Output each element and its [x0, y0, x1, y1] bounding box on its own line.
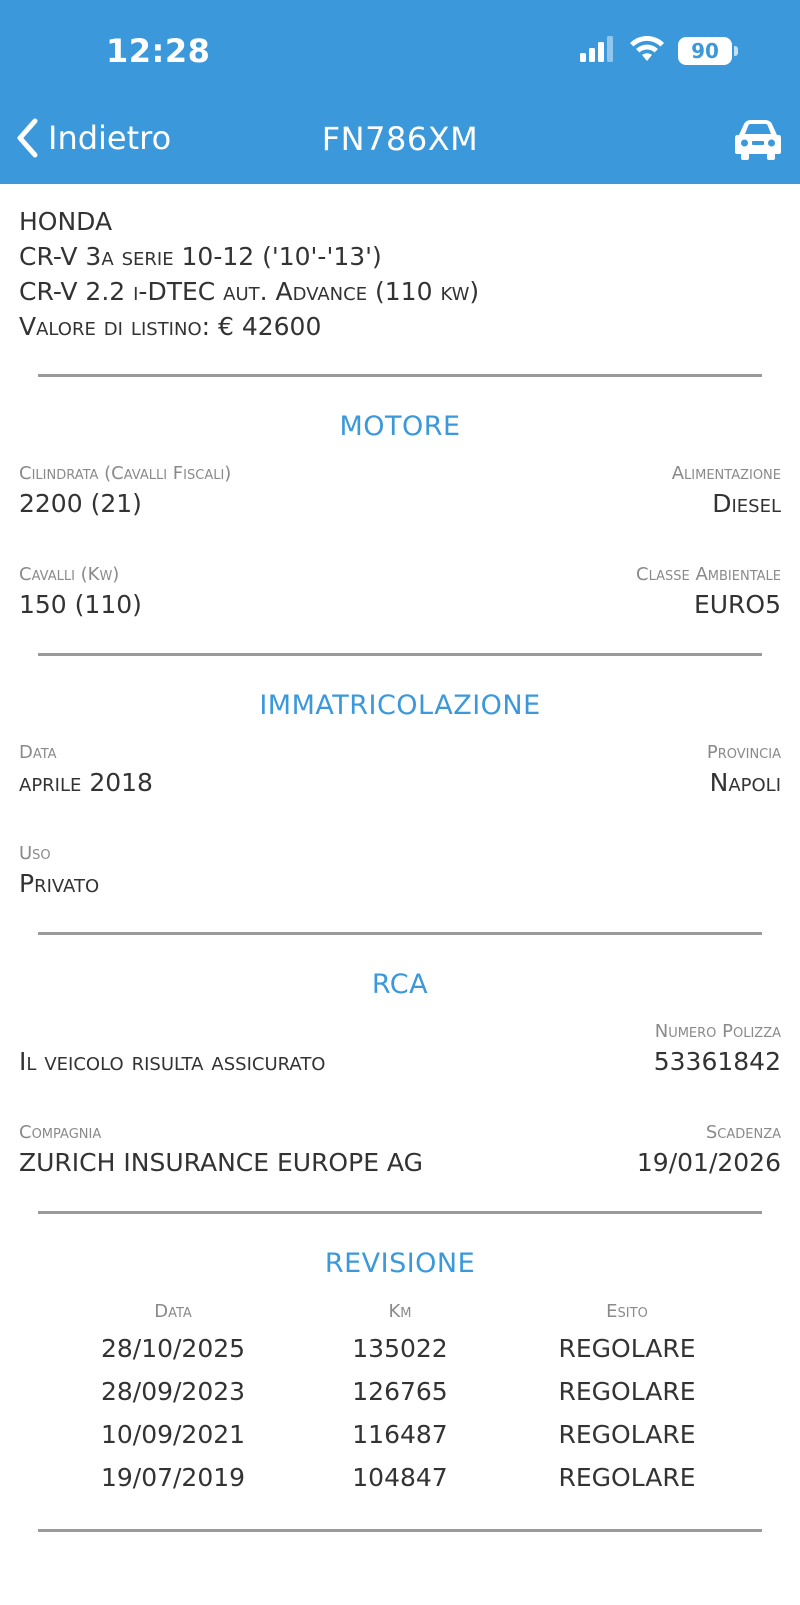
rca-row-1 [0, 1020, 800, 1080]
revisione-cell-data: 19/07/2019 [100, 1463, 246, 1492]
rca-status-field [19, 1044, 325, 1080]
revisione-cell-esito: REGOLARE [558, 1334, 696, 1363]
immatricolazione-row-2 [0, 842, 800, 902]
back-label: Indietro [48, 119, 172, 157]
wifi-icon [630, 36, 664, 66]
revisione-cell-km: 126765 [352, 1377, 448, 1406]
scadenza-value: 19/01/2026 [636, 1148, 781, 1177]
compagnia-value: ZURICH INSURANCE EUROPE AG [19, 1148, 423, 1177]
vehicle-list-price: Valore di listino: € 42600 [19, 312, 322, 341]
alimentazione-value: Diesel [712, 489, 781, 518]
revisione-cell-data: 28/10/2025 [100, 1334, 246, 1363]
divider [38, 1529, 762, 1532]
battery-icon [678, 37, 732, 65]
compagnia-field [19, 1121, 423, 1181]
divider [38, 653, 762, 656]
revisione-cell-km: 116487 [352, 1420, 448, 1449]
cilindrata-label: Cilindrata (Cavalli Fiscali) [19, 463, 232, 484]
page-title: FN786XM [321, 120, 479, 158]
classe-ambientale-value: EURO5 [693, 590, 781, 619]
scadenza-field [637, 1121, 781, 1181]
uso-label: Uso [19, 843, 51, 864]
scadenza-label: Scadenza [705, 1122, 781, 1143]
car-button[interactable] [734, 118, 782, 164]
vehicle-version: CR-V 2.2 i-DTEC aut. Advance (110 kw) [19, 277, 480, 306]
status-time: 12:28 [106, 32, 211, 70]
revisione-cell-km: 135022 [352, 1334, 448, 1363]
car-icon [734, 118, 782, 160]
cavalli-label: Cavalli (Kw) [19, 564, 120, 585]
vehicle-summary [0, 184, 800, 344]
revisione-table [0, 1297, 800, 1499]
divider [38, 932, 762, 935]
battery-level: 90 [691, 39, 719, 63]
divider [38, 374, 762, 377]
section-title-revisione: REVISIONE [324, 1248, 476, 1279]
revisione-header-km: Km [388, 1301, 412, 1322]
vehicle-details [0, 184, 800, 1532]
revisione-cell-km: 104847 [352, 1463, 448, 1492]
revisione-header-esito: Esito [606, 1301, 648, 1322]
motore-row-1 [0, 462, 800, 522]
compagnia-label: Compagnia [19, 1122, 102, 1143]
revisione-cell-esito: REGOLARE [558, 1420, 696, 1449]
revisione-cell-data: 10/09/2021 [100, 1420, 246, 1449]
immatricolazione-row-1 [0, 741, 800, 801]
status-icons [580, 36, 732, 66]
alimentazione-field [672, 462, 781, 522]
classe-ambientale-field [636, 563, 781, 623]
numero-polizza-value: 53361842 [653, 1047, 781, 1076]
data-label: Data [19, 742, 57, 763]
cavalli-value: 150 (110) [19, 590, 142, 619]
motore-row-2 [0, 563, 800, 623]
cilindrata-field [19, 462, 231, 522]
rca-status-text: Il veicolo risulta assicurato [19, 1047, 326, 1076]
revisione-cell-data: 28/09/2023 [100, 1377, 246, 1406]
revisione-cell-esito: REGOLARE [558, 1463, 696, 1492]
section-title-immatricolazione: IMMATRICOLAZIONE [259, 690, 541, 721]
provincia-value: Napoli [709, 768, 781, 797]
uso-field [19, 842, 99, 902]
signal-icon [580, 36, 616, 66]
vehicle-model: CR-V 3a serie 10-12 ('10'-'13') [19, 242, 382, 271]
top-bar [0, 0, 800, 184]
data-value: aprile 2018 [19, 768, 153, 797]
cavalli-field [19, 563, 142, 623]
provincia-label: Provincia [706, 742, 781, 763]
uso-value: Privato [19, 869, 100, 898]
provincia-field [707, 741, 781, 801]
cilindrata-value: 2200 (21) [19, 489, 142, 518]
revisione-cell-esito: REGOLARE [558, 1377, 696, 1406]
divider [38, 1211, 762, 1214]
section-title-rca: RCA [371, 969, 429, 1000]
revisione-header-data: Data [154, 1301, 192, 1322]
section-title-motore: MOTORE [339, 411, 461, 442]
numero-polizza-field [654, 1020, 781, 1080]
alimentazione-label: Alimentazione [671, 463, 781, 484]
rca-row-2 [0, 1121, 800, 1181]
data-field [19, 741, 153, 801]
numero-polizza-label: Numero Polizza [654, 1021, 781, 1042]
classe-ambientale-label: Classe Ambientale [636, 564, 781, 585]
vehicle-make: HONDA [19, 207, 113, 236]
